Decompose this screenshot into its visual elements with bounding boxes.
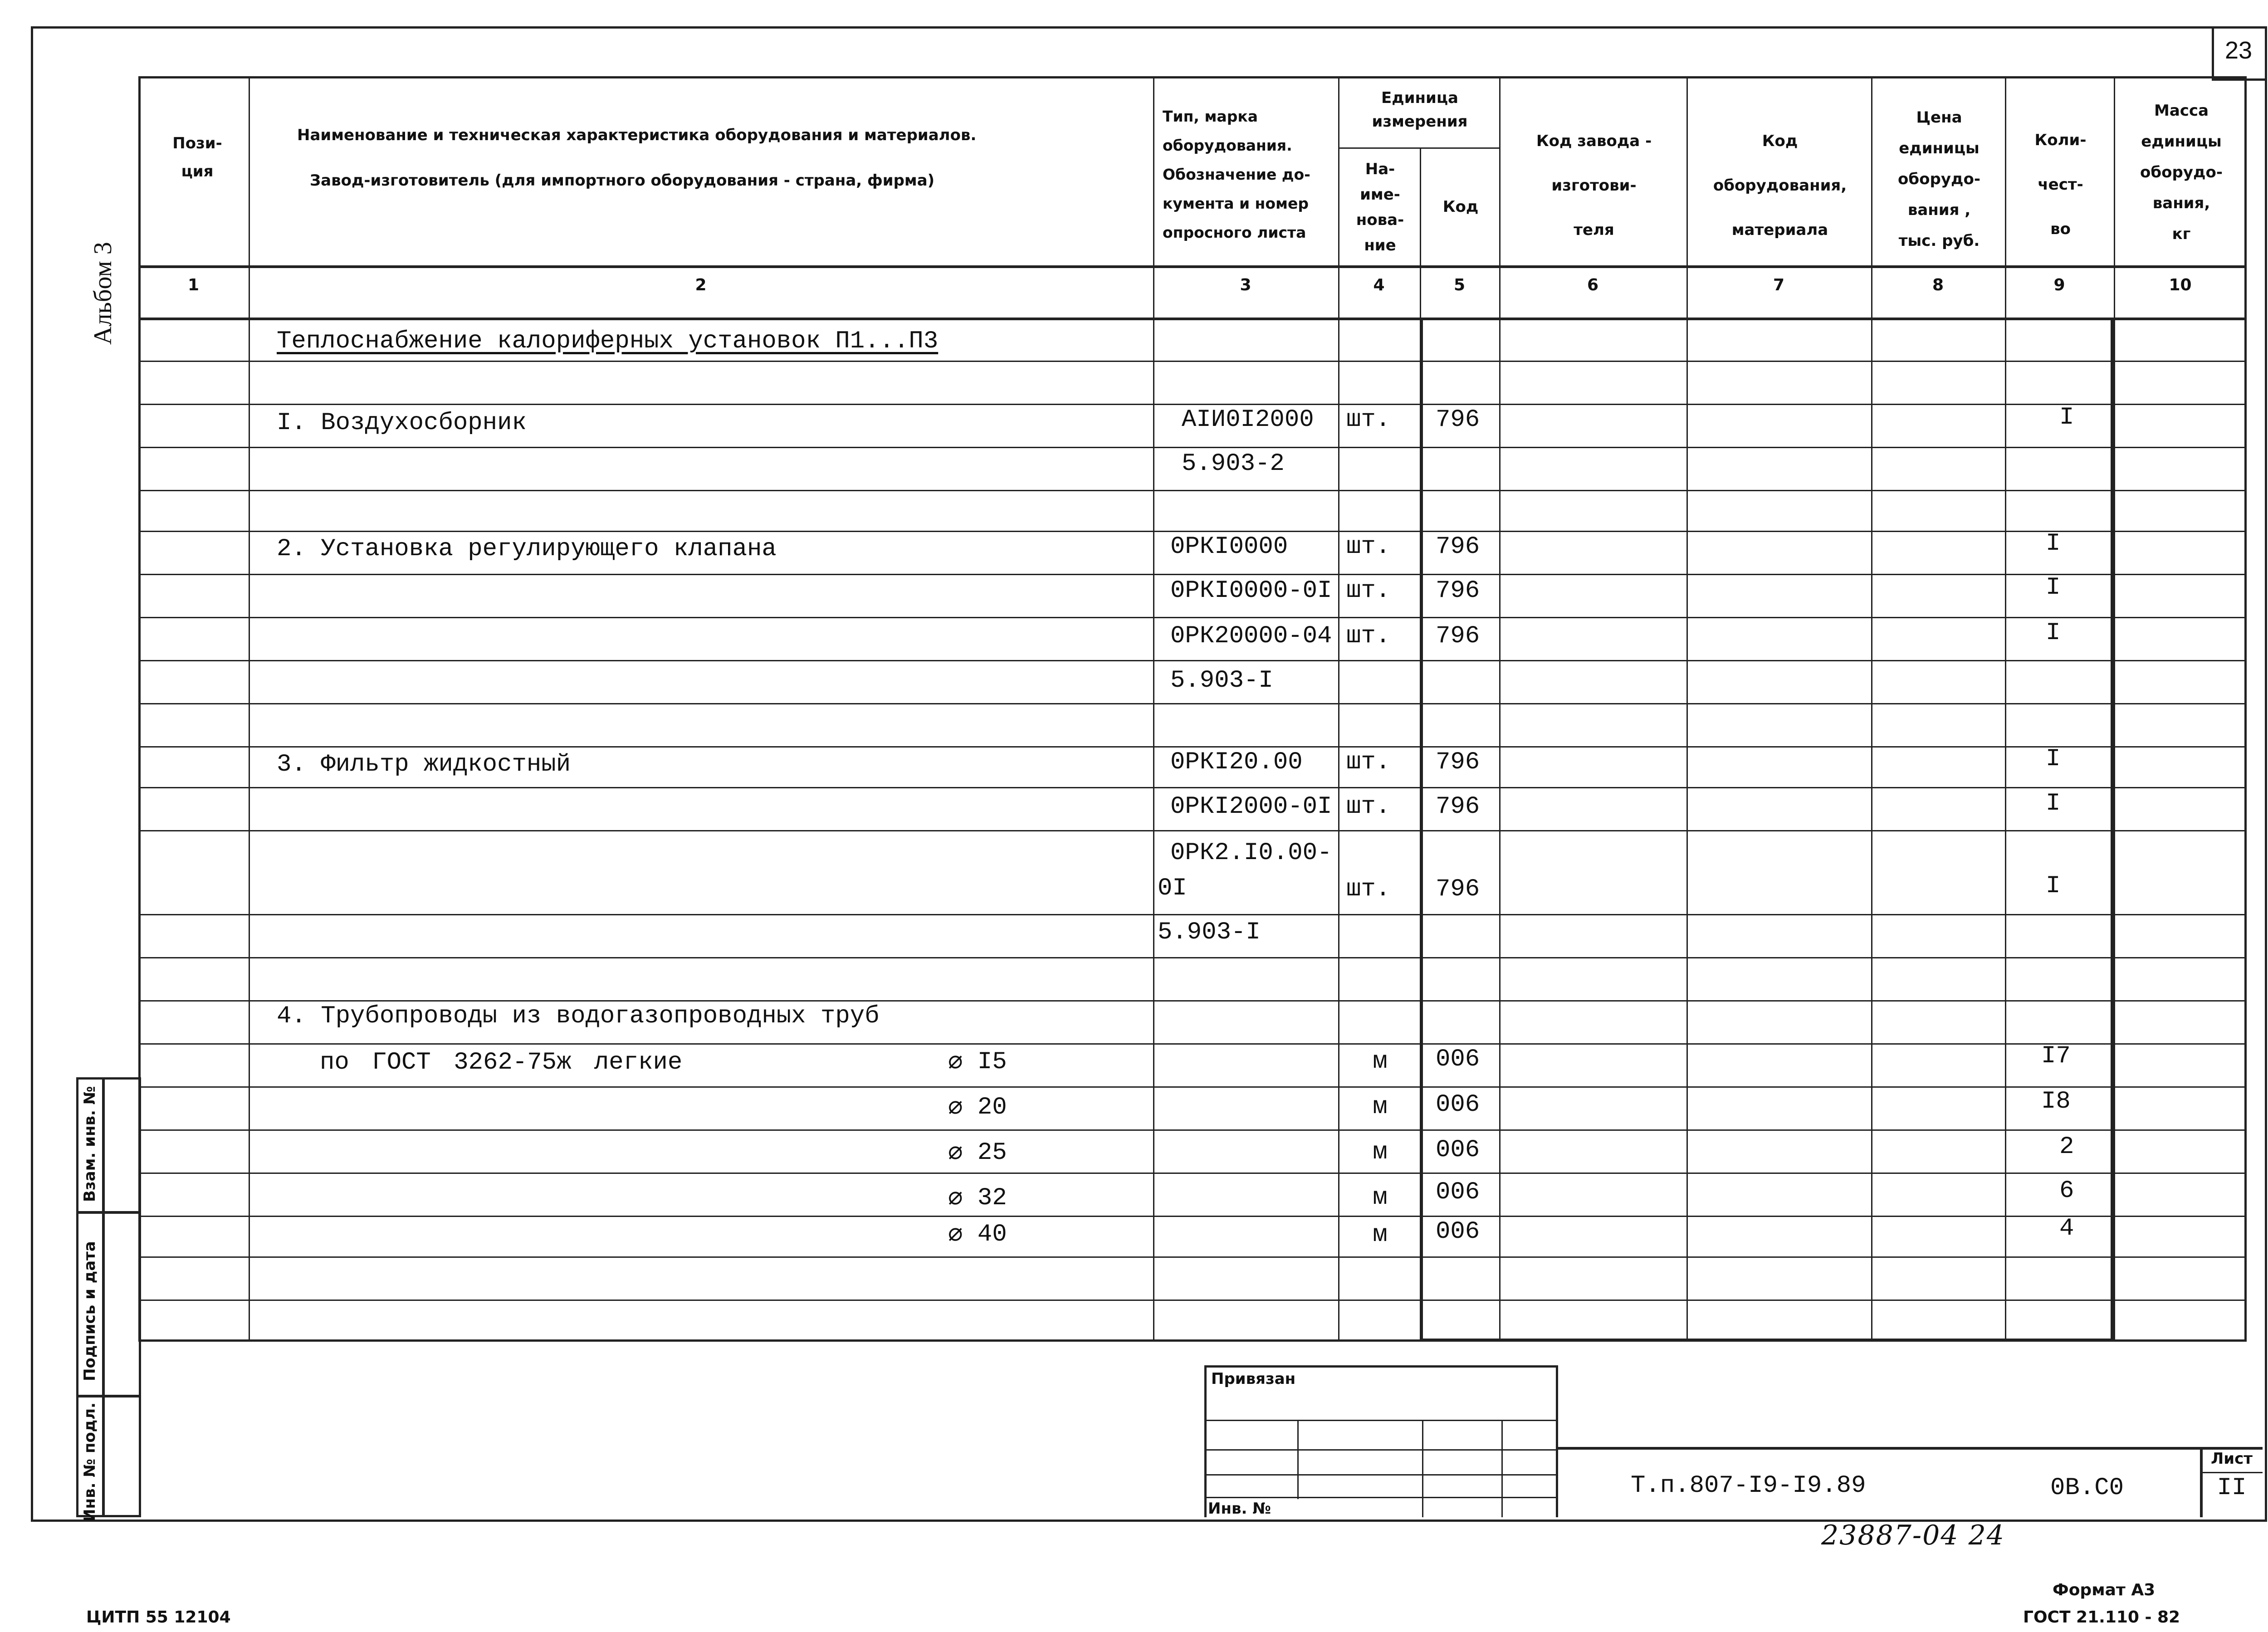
section-title: Теплоснабжение калориферных установок П1...П3 — [277, 327, 938, 355]
item-type: 5.903-I — [1170, 667, 1273, 694]
item-type: АIИ0I2000 — [1182, 406, 1314, 434]
item-qty: I — [2046, 790, 2061, 817]
item-unit: м — [1373, 1221, 1388, 1249]
privyazan-line — [1297, 1420, 1299, 1499]
item-unit: шт. — [1346, 406, 1391, 434]
item-qty: I7 — [2041, 1042, 2071, 1070]
item-type: 0РКI20.00 — [1170, 748, 1303, 776]
privyazan-line — [1204, 1420, 1558, 1421]
col-line — [249, 76, 250, 1342]
item-qty: I — [2046, 530, 2061, 557]
item-code: 796 — [1436, 793, 1480, 821]
header-col1: Пози- ция — [172, 134, 222, 181]
privyazan-line — [1204, 1474, 1558, 1476]
doc-mark: 0В.С0 — [2050, 1474, 2124, 1502]
side-inv: Инв. № подл. — [81, 1402, 99, 1522]
item-unit: шт. — [1346, 875, 1391, 903]
gost-label: ГОСТ 21.110 - 82 — [2023, 1608, 2180, 1627]
item-code: 796 — [1436, 622, 1480, 650]
item-type: 0РК20000-04 — [1170, 622, 1332, 650]
handwritten-number: 23887-04 24 — [1821, 1520, 2005, 1551]
row-line — [138, 1043, 2247, 1045]
row-line — [138, 830, 2247, 831]
col-line — [2114, 76, 2115, 1342]
item-code: 796 — [1436, 406, 1480, 434]
item-code: 006 — [1436, 1046, 1480, 1073]
header-col4: На- име- нова- ние — [1356, 160, 1404, 254]
row-line — [138, 914, 2247, 915]
privyazan-line — [1422, 1420, 1423, 1517]
item-diameter: ⌀ 40 — [948, 1221, 1007, 1248]
header-col2: Наименование и техническая характеристика оборудования и материалов. Завод-изготовитель (для импортного оборудования - страна, фирма) — [297, 126, 977, 190]
privyazan-label: Привязан — [1211, 1370, 1296, 1388]
item-unit: шт. — [1346, 533, 1391, 561]
item-type: 0РК2.I0.00- — [1170, 839, 1332, 867]
unit-split-line — [1338, 147, 1499, 149]
title-block-line — [2200, 1472, 2263, 1473]
side-stamp-line — [102, 1077, 105, 1517]
item-unit: шт. — [1346, 793, 1391, 821]
col-line — [1338, 76, 1339, 1342]
item-diameter: ⌀ I5 — [948, 1048, 1007, 1076]
item-code: 796 — [1436, 577, 1480, 605]
item-qty: I — [2046, 574, 2061, 601]
item-name: 3. Фильтр жидкостный — [277, 751, 571, 778]
item-diameter: ⌀ 25 — [948, 1139, 1007, 1167]
item-name: 4. Трубопроводы из водогазопроводных труб — [277, 1002, 880, 1030]
item-type: 0РКI0000-0I — [1170, 577, 1332, 605]
doc-designation: Т.п.807-I9-I9.89 — [1631, 1472, 1866, 1500]
item-type: 5.903-2 — [1182, 450, 1285, 478]
header-line — [138, 265, 2247, 268]
header-col6: Код завода - изготови- теля — [1536, 132, 1652, 239]
row-line — [138, 1000, 2247, 1002]
item-name: 2. Установка регулирующего клапана — [277, 535, 777, 563]
list-label: Лист — [2211, 1450, 2253, 1468]
item-qty: I8 — [2041, 1088, 2071, 1115]
side-stamp-line — [76, 1211, 141, 1214]
item-code: 796 — [1436, 533, 1480, 561]
row-line — [138, 490, 2247, 491]
row-line — [138, 1300, 2247, 1301]
item-type: 0РКI2000-0I — [1170, 793, 1332, 821]
inv-no-label: Инв. № — [1208, 1500, 1271, 1518]
row-line — [138, 703, 2247, 704]
item-qty: I — [2046, 872, 2061, 900]
row-line — [138, 746, 2247, 748]
row-line — [138, 1256, 2247, 1258]
item-qty: I — [2046, 745, 2061, 773]
row-line — [138, 1173, 2247, 1174]
header-col3: Тип, марка оборудования. Обозначение до- кумента и номер опросного листа — [1163, 107, 1310, 241]
row-line — [138, 404, 2247, 405]
item-unit: шт. — [1346, 622, 1391, 650]
row-line — [138, 361, 2247, 362]
item-qty: I — [2059, 404, 2074, 431]
col-number: 7 — [1773, 276, 1785, 294]
item-diameter: ⌀ 32 — [948, 1184, 1007, 1212]
title-block-line — [1556, 1447, 2263, 1450]
item-code: 006 — [1436, 1091, 1480, 1119]
item-unit: шт. — [1346, 577, 1391, 605]
row-line — [138, 957, 2247, 958]
privyazan-line — [1501, 1420, 1503, 1517]
col-number: 10 — [2169, 276, 2192, 294]
item-code: 006 — [1436, 1218, 1480, 1246]
col-number: 5 — [1453, 276, 1466, 294]
item-qty: 2 — [2059, 1133, 2074, 1161]
side-stamp-line — [76, 1395, 141, 1397]
header-col5: Код — [1442, 198, 1479, 216]
item-code: 796 — [1436, 875, 1480, 903]
item-code: 006 — [1436, 1136, 1480, 1164]
header-unit-group: Единица измерения — [1372, 89, 1468, 131]
col-number: 8 — [1932, 276, 1944, 294]
header-col9: Коли- чест- во — [2034, 131, 2087, 238]
side-podpis: Подпись и дата — [81, 1241, 99, 1381]
list-number: II — [2217, 1474, 2247, 1502]
row-line — [138, 1216, 2247, 1217]
item-unit: м — [1373, 1138, 1388, 1166]
header-col10: Масса единицы оборудо- вания, кг — [2140, 102, 2223, 243]
privyazan-line — [1204, 1497, 1558, 1498]
row-line — [138, 1129, 2247, 1131]
col-number: 4 — [1373, 276, 1385, 294]
item-type: 5.903-I — [1158, 919, 1261, 946]
col-line — [1153, 76, 1154, 1342]
body-thick-box — [1420, 318, 2114, 1342]
row-line — [138, 617, 2247, 618]
item-unit: м — [1373, 1093, 1388, 1121]
privyazan-line — [1204, 1449, 1558, 1451]
item-diameter: ⌀ 20 — [948, 1094, 1007, 1121]
album-label: Альбом 3 — [89, 242, 117, 345]
item-name: I. Воздухосборник — [277, 409, 527, 437]
col-number: 9 — [2053, 276, 2065, 294]
item-qty: 6 — [2059, 1177, 2074, 1205]
item-unit: м — [1373, 1184, 1388, 1212]
item-type: 0РКI0000 — [1170, 533, 1288, 561]
privyazan-box — [1204, 1365, 1558, 1517]
format-label: Формат А3 — [2053, 1581, 2156, 1599]
item-code: 796 — [1436, 748, 1480, 776]
header-col7: Код оборудования, материала — [1713, 132, 1847, 239]
item-name: по ГОСТ 3262-75ж легкие — [320, 1049, 683, 1076]
col-number: 3 — [1240, 276, 1251, 294]
item-qty: I — [2046, 619, 2061, 647]
header-col8: Цена единицы оборудо- вания , тыс. руб. — [1898, 108, 1980, 250]
col-number: 1 — [187, 276, 200, 294]
row-line — [138, 660, 2247, 661]
page-number: 23 — [2224, 37, 2253, 64]
row-line — [138, 1086, 2247, 1088]
row-line — [138, 447, 2247, 448]
side-vzam: Взам. инв. № — [81, 1086, 99, 1202]
col-number: 2 — [695, 276, 707, 294]
citp-label: ЦИТП 55 12104 — [86, 1608, 231, 1627]
row-line — [138, 574, 2247, 575]
row-line — [138, 787, 2247, 788]
item-type: 0I — [1158, 875, 1187, 902]
item-code: 006 — [1436, 1178, 1480, 1206]
row-line — [138, 531, 2247, 532]
item-unit: шт. — [1346, 748, 1391, 776]
col-number: 6 — [1587, 276, 1599, 294]
item-qty: 4 — [2059, 1215, 2074, 1242]
item-unit: м — [1373, 1048, 1388, 1075]
